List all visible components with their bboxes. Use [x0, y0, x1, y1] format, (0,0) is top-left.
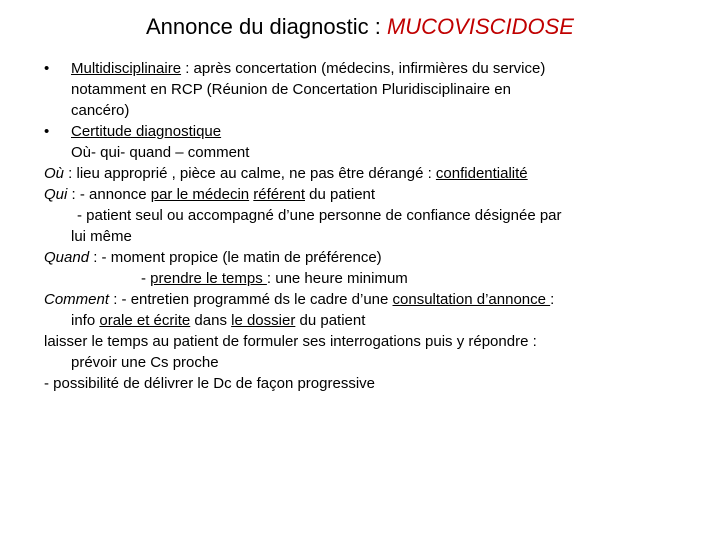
quand-duree: : une heure minimum: [266, 270, 408, 287]
title-prefix: Annonce du diagnostic :: [146, 14, 387, 39]
slide-title: [0, 12, 720, 42]
multidisciplinaire-label: Multidisciplinaire: [71, 60, 182, 77]
qui-par-le-medecin: par le médecin: [150, 186, 250, 203]
comment-consultation: consultation d’annonce: [392, 291, 551, 308]
quand-dash: -: [141, 270, 151, 287]
slide-body: [44, 58, 684, 394]
bullet-multidisciplinaire: [44, 58, 684, 79]
multidisciplinaire-text: : après concertation (médecins, infirmières du service): [181, 60, 546, 77]
comment-dans: dans: [190, 312, 232, 329]
title-highlight: MUCOVISCIDOSE: [386, 14, 574, 39]
laisser-line: laisser le temps au patient de formuler ses interrogations puis y répondre :: [44, 333, 537, 350]
last-line: - possibilité de délivrer le Dc de façon progressive: [44, 375, 375, 392]
ou-confidentialite: confidentialité: [435, 165, 528, 182]
ou-label: Où: [44, 165, 65, 182]
comment-colon: :: [550, 291, 555, 308]
multidisciplinaire-line-2: notamment en RCP (Réunion de Concertation Pluridisciplinaire en: [71, 81, 511, 98]
qui-text-b: du patient: [305, 186, 376, 203]
ou-text: : lieu approprié , pièce au calme, ne pas être dérangé :: [64, 165, 436, 182]
comment-dossier: le dossier: [231, 312, 296, 329]
quand-text: : - moment propice (le matin de préférence): [89, 249, 382, 266]
bullet-certitude: [44, 121, 684, 142]
comment-label: Comment: [44, 291, 110, 308]
certitude-label: Certitude diagnostique: [71, 123, 222, 140]
qui-referent: référent: [253, 186, 305, 203]
comment-patient: du patient: [295, 312, 366, 329]
ou-line: [44, 163, 684, 184]
comment-orale-ecrite: orale et écrite: [99, 312, 191, 329]
quand-line-2: [44, 268, 684, 289]
qui-text-a: : - annonce: [67, 186, 151, 203]
comment-text: : - entretien programmé ds le cadre d’une: [109, 291, 393, 308]
qui-label: Qui: [44, 186, 68, 203]
certitude-subline: Où- qui- quand – comment: [71, 144, 250, 161]
qui-line-3: lui même: [71, 228, 132, 245]
quand-line: [44, 247, 684, 268]
comment-line-2: [44, 310, 684, 331]
laisser-line-2: prévoir une Cs proche: [71, 354, 219, 371]
quand-prendre-le-temps: prendre le temps: [150, 270, 267, 287]
qui-line: [44, 184, 684, 205]
bullet-dot: •: [44, 60, 50, 77]
multidisciplinaire-line-3: cancéro): [71, 102, 130, 119]
comment-info: info: [71, 312, 100, 329]
quand-label: Quand: [44, 249, 90, 266]
bullet-dot: •: [44, 123, 50, 140]
qui-line-2: - patient seul ou accompagné d’une personne de confiance désignée par: [77, 207, 562, 224]
comment-line: [44, 289, 684, 310]
